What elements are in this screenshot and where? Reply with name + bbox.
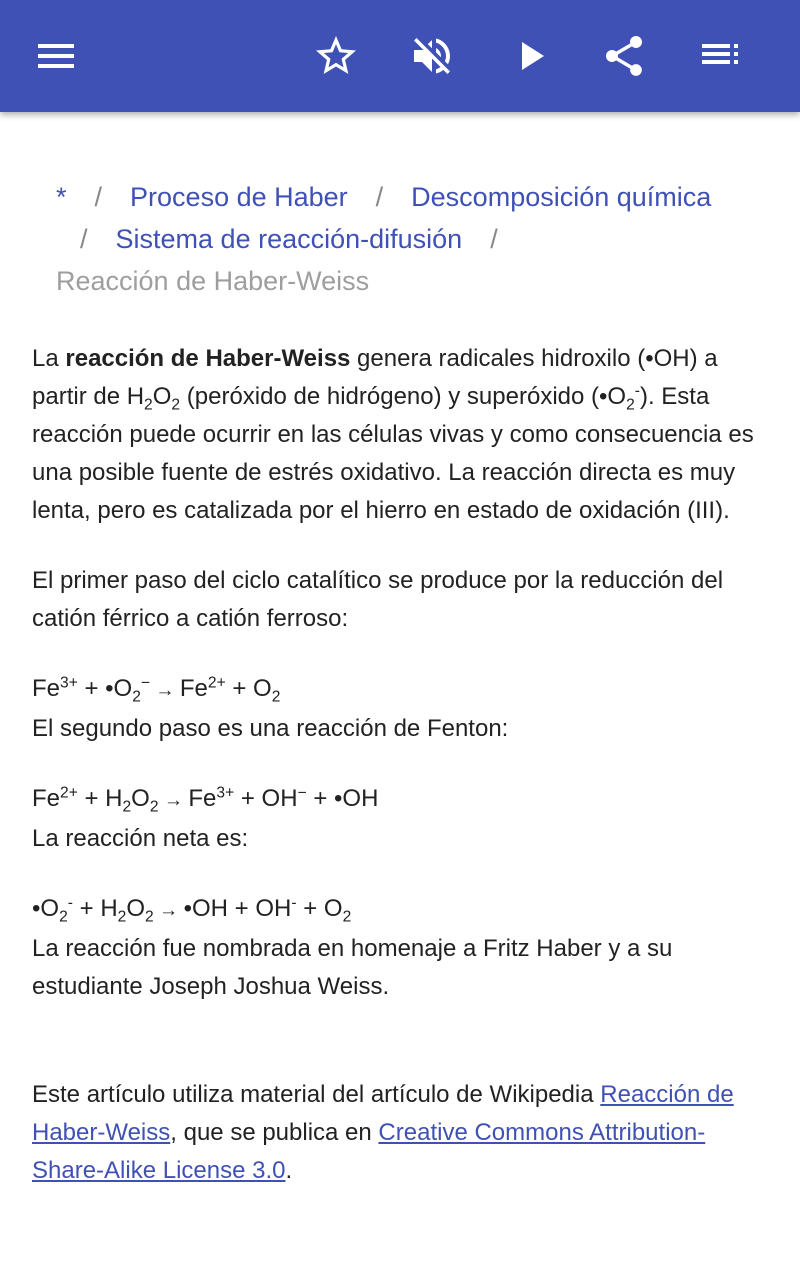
intro-paragraph bbox=[32, 340, 768, 530]
eq-term: + H bbox=[72, 895, 118, 922]
breadcrumb-current: Reacción de Haber-Weiss bbox=[56, 266, 370, 296]
eq-term: Fe bbox=[32, 785, 61, 812]
eq-term: + OH bbox=[234, 785, 298, 812]
intro-text: La bbox=[32, 345, 66, 372]
app-bar bbox=[0, 0, 800, 112]
superscript: − bbox=[140, 674, 151, 692]
reaction-arrow: → bbox=[153, 900, 184, 921]
list-icon[interactable] bbox=[696, 32, 744, 80]
superscript: - bbox=[634, 382, 640, 400]
subscript: 2 bbox=[122, 798, 132, 816]
breadcrumb bbox=[56, 176, 756, 302]
subscript: 2 bbox=[59, 908, 68, 926]
subscript: 2 bbox=[149, 798, 159, 816]
eq-term: + O bbox=[296, 895, 343, 922]
superscript: 2+ bbox=[207, 674, 226, 692]
superscript: 3+ bbox=[216, 784, 235, 802]
breadcrumb-item-descomposicion-quimica[interactable]: Descomposición química bbox=[411, 182, 712, 212]
breadcrumb-separator: / bbox=[94, 182, 103, 212]
subscript: 2 bbox=[144, 396, 153, 414]
superscript: − bbox=[297, 784, 307, 802]
superscript: - bbox=[67, 894, 73, 912]
eq-term: + O bbox=[225, 675, 272, 702]
breadcrumb-line-2 bbox=[56, 218, 756, 260]
eq-term: O bbox=[131, 785, 150, 812]
eq-term: + H bbox=[77, 785, 123, 812]
subscript: 2 bbox=[342, 908, 352, 926]
naming-paragraph: La reacción fue nombrada en homenaje a Fritz Haber y a su estudiante Joseph Joshua Weiss. bbox=[32, 935, 673, 1000]
eq-term: •O bbox=[32, 895, 60, 922]
attribution-text: Este artículo utiliza material del artículo de Wikipedia bbox=[32, 1081, 601, 1108]
intro-text: ). Esta reacción puede ocurrir en las células vivas y como consecuencia es una posible fuente de estrés oxidativo. La reacción directa es muy lenta, pero es catalizada por el hierro en estado de oxidación (III). bbox=[32, 383, 754, 524]
eq-term: Fe bbox=[188, 785, 217, 812]
intro-text: (peróxido de hidrógeno) y superóxido (•O bbox=[180, 383, 627, 410]
attribution-text: . bbox=[285, 1157, 293, 1184]
share-icon[interactable] bbox=[600, 32, 648, 80]
breadcrumb-separator: / bbox=[375, 182, 384, 212]
superscript: 3+ bbox=[60, 674, 78, 692]
intro-text: genera radicales hidroxilo (•OH) a partir de H bbox=[32, 345, 718, 410]
equation-3 bbox=[32, 890, 768, 930]
intro-text: O bbox=[152, 383, 172, 410]
reaction-arrow: → bbox=[158, 790, 189, 811]
menu-icon[interactable] bbox=[32, 32, 80, 80]
eq-term: Fe bbox=[179, 675, 208, 702]
volume-off-icon[interactable] bbox=[408, 32, 456, 80]
play-icon[interactable] bbox=[506, 32, 554, 80]
eq-term: + •O bbox=[77, 675, 133, 702]
breadcrumb-item-sistema-reaccion-difusion[interactable]: Sistema de reacción-difusión bbox=[115, 224, 463, 254]
wikipedia-article-link[interactable]: Reacción de Haber-Weiss bbox=[32, 1081, 734, 1146]
equation-1 bbox=[32, 670, 768, 710]
superscript: - bbox=[291, 894, 297, 912]
equation-2 bbox=[32, 780, 768, 820]
subscript: 2 bbox=[171, 396, 181, 414]
subscript: 2 bbox=[132, 688, 141, 706]
superscript: 2+ bbox=[60, 784, 78, 802]
net-reaction-label: La reacción neta es: bbox=[32, 825, 249, 852]
breadcrumb-item-proceso-de-haber[interactable]: Proceso de Haber bbox=[130, 182, 348, 212]
subscript: 2 bbox=[117, 908, 127, 926]
step-two-paragraph: El segundo paso es una reacción de Fenton: bbox=[32, 715, 509, 742]
breadcrumb-home[interactable]: * bbox=[56, 182, 67, 212]
breadcrumb-line-3 bbox=[56, 260, 756, 302]
step-one-paragraph: El primer paso del ciclo catalítico se produce por la reducción del catión férrico a catión ferroso: bbox=[32, 567, 724, 632]
subscript: 2 bbox=[145, 908, 154, 926]
eq-term: Fe bbox=[32, 675, 61, 702]
star-outline-icon[interactable] bbox=[312, 32, 360, 80]
eq-term: •OH + OH bbox=[183, 895, 292, 922]
subscript: 2 bbox=[271, 688, 281, 706]
reaction-arrow: → bbox=[150, 680, 180, 701]
license-link[interactable]: Creative Commons Attribution-Share-Alike License 3.0 bbox=[32, 1119, 706, 1184]
breadcrumb-separator: / bbox=[80, 224, 88, 254]
attribution-text: , que se publica en bbox=[170, 1119, 379, 1146]
breadcrumb-separator: / bbox=[490, 224, 498, 254]
subscript: 2 bbox=[626, 396, 635, 414]
breadcrumb-line-1 bbox=[56, 176, 756, 218]
attribution-paragraph bbox=[32, 1076, 768, 1190]
article-body bbox=[32, 340, 768, 1190]
eq-term: + •OH bbox=[306, 785, 379, 812]
eq-term: O bbox=[126, 895, 146, 922]
article-term: reacción de Haber-Weiss bbox=[65, 345, 351, 372]
